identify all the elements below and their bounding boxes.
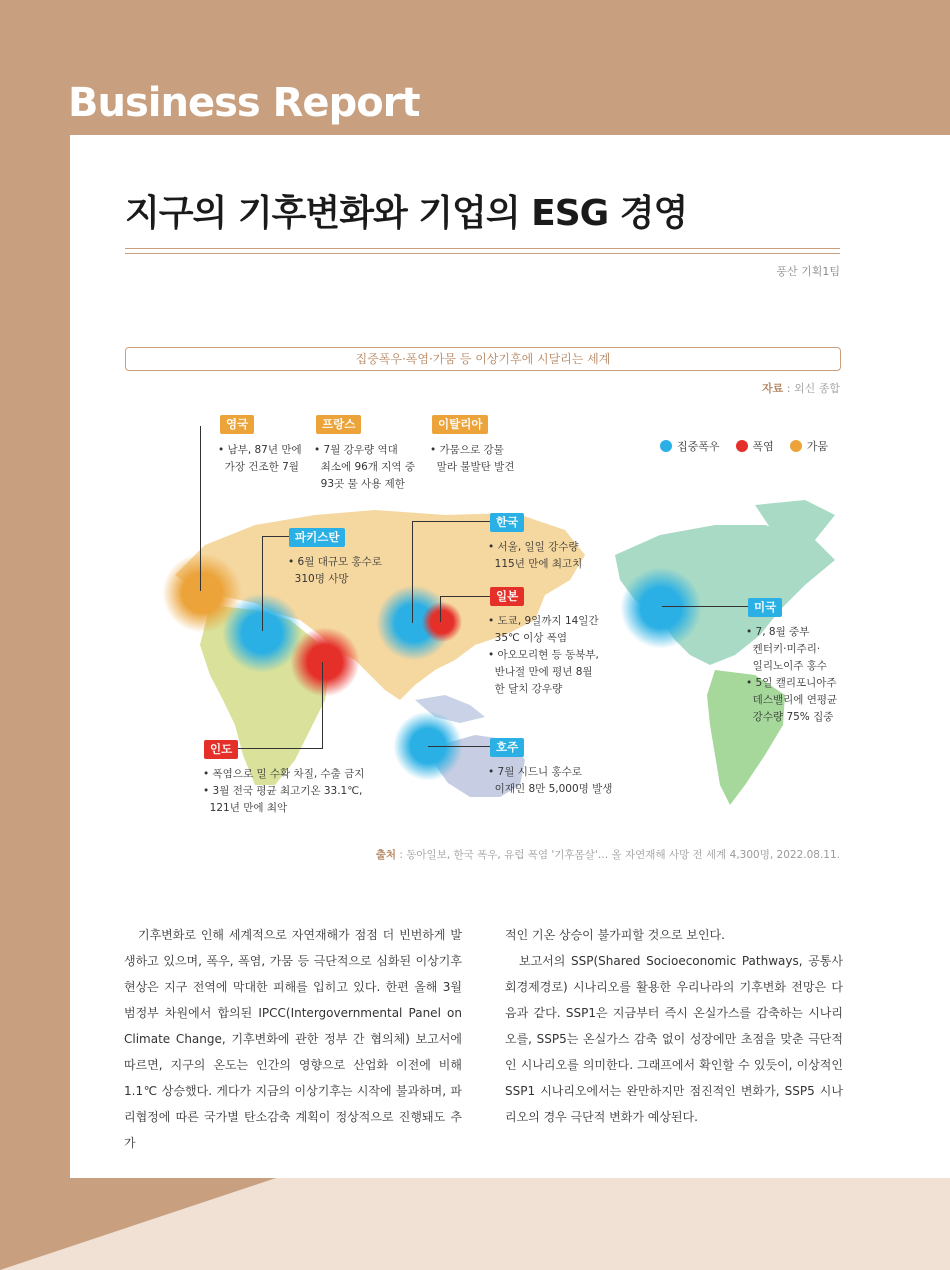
leader-korea-v xyxy=(412,521,413,623)
legend xyxy=(660,438,828,454)
legend-item-drought xyxy=(790,438,828,454)
region-tag-italy: 이탈리아 xyxy=(432,415,488,434)
leader-usa xyxy=(662,606,748,607)
leader-india-h xyxy=(238,748,323,749)
region-tag-india: 인도 xyxy=(204,740,238,759)
region-note-pakistan: • 6월 대규모 홍수로 310명 사망 xyxy=(288,556,382,585)
leader-pakistan-v xyxy=(262,536,263,631)
leader-pakistan-h xyxy=(262,536,290,537)
region-note-uk: • 남부, 87년 만에 가장 건조한 7월 xyxy=(218,444,302,473)
heat-hotspot-india xyxy=(290,627,360,697)
region-note-italy: • 가뭄으로 강물 말라 불발탄 발견 xyxy=(430,444,515,473)
title-rule xyxy=(125,248,840,249)
region-tag-australia: 호주 xyxy=(490,738,524,757)
region-note-france: • 7월 강우량 역대 최소에 96개 지역 중 93곳 물 사용 제한 xyxy=(314,444,416,490)
figure-banner: 집중폭우·폭염·가뭄 등 이상기후에 시달리는 세계 xyxy=(125,347,841,371)
author-byline: 풍산 기획1팀 xyxy=(776,265,840,278)
heat-hotspot-japan xyxy=(422,602,462,642)
source-text: : 외신 종합 xyxy=(783,382,840,395)
region-note-australia: • 7월 시드니 홍수로 이재민 8만 5,000명 발생 xyxy=(488,766,613,795)
region-note-japan: • 도쿄, 9일까지 14일간 35℃ 이상 폭염 • 아오모리현 등 동북부, 반나절 만에 평년 8월 한 달치 강우량 xyxy=(488,615,599,695)
legend-label: 가뭄 xyxy=(806,440,829,453)
leader-japan-v xyxy=(440,596,441,622)
region-tag-uk: 영국 xyxy=(220,415,254,434)
page-sheet xyxy=(70,135,950,1178)
leader-uk xyxy=(200,426,201,591)
figure-source-bottom xyxy=(376,847,840,862)
legend-label: 집중폭우 xyxy=(677,440,720,453)
source-label: 출처 xyxy=(375,849,397,861)
region-tag-japan: 일본 xyxy=(490,587,524,606)
paragraph: 기후변화로 인해 세계적으로 자연재해가 점점 더 빈번하게 발생하고 있으며, 폭우, 폭염, 가뭄 등 극단적으로 심화된 이상기후현상은 지구 전역에 막대한 피해를 입히고 있다. 한편 올해 3월 범정부 차원에서 합의된 IPCC(Intergovernmental Panel on Climate Change, 기후변화에 관한 정부 간 협의체) 보고서에 따르면, 지구의 온도는 인간의 영향으로 산업화 이전에 비해 1.1℃ 상승했다. 게다가 지금의 이상기후는 시작에 불과하며, 파리협정에 따른 국가별 탄소감축 계획이 정상적으로 진행돼도 추가 xyxy=(124,928,462,1150)
article-title: 지구의 기후변화와 기업의 ESG 경영 xyxy=(125,193,688,234)
body-column-right xyxy=(505,922,843,1130)
rain-hotspot-usa xyxy=(620,567,702,649)
paragraph: 보고서의 SSP(Shared Socioeconomic Pathways, 공통사회경제경로) 시나리오를 활용한 우리나라의 기후변화 전망은 다음과 같다. SSP1은 지금부터 즉시 온실가스를 감축하는 시나리오를, SSP5는 온실가스 감축 없이 성장에만 초점을 맞춘 극단적인 시나리오를 의미한다. 그래프에서 확인할 수 있듯이, 이상적인 SSP1 시나리오에서는 완만하지만 점진적인 변화가, SSP5 시나리오의 경우 극단적 변화가 예상된다. xyxy=(505,954,843,1124)
region-tag-usa: 미국 xyxy=(748,598,782,617)
region-tag-pakistan: 파키스탄 xyxy=(289,528,345,547)
region-note-korea: • 서울, 일일 강수량 115년 만에 최고치 xyxy=(488,541,583,570)
leader-korea-h xyxy=(412,521,490,522)
legend-dot-icon xyxy=(660,440,672,452)
body-column-left xyxy=(124,922,462,1156)
legend-item-heat xyxy=(736,438,774,454)
legend-label: 폭염 xyxy=(752,440,774,453)
figure-source-top xyxy=(762,380,840,396)
leader-australia xyxy=(428,746,490,747)
region-tag-korea: 한국 xyxy=(490,513,524,532)
leader-india-v xyxy=(322,662,323,748)
region-tag-france: 프랑스 xyxy=(316,415,361,434)
paragraph: 적인 기온 상승이 불가피할 것으로 보인다. xyxy=(505,928,725,942)
region-note-india: • 폭염으로 밀 수확 차질, 수출 금지 • 3월 전국 평균 최고기온 33.1℃, 121년 만에 최악 xyxy=(203,768,365,814)
leader-japan-h xyxy=(440,596,490,597)
source-text: : 동아일보, 한국 폭우, 유럽 폭염 '기후몸살'… 올 자연재해 사망 전 세계 4,300명, 2022.08.11. xyxy=(396,849,840,861)
legend-dot-icon xyxy=(790,440,802,452)
legend-dot-icon xyxy=(736,440,748,452)
title-rule-secondary xyxy=(125,253,840,254)
section-header: Business Report xyxy=(68,80,420,126)
legend-item-rain xyxy=(660,438,720,454)
region-note-usa: • 7, 8월 중부 켄터키·미주리· 일리노이주 홍수 • 5일 캘리포니아주 데스밸리에 연평균 강수량 75% 집중 xyxy=(746,626,838,723)
bottom-corner-decoration xyxy=(0,1178,276,1270)
source-label: 자료 xyxy=(762,382,784,395)
